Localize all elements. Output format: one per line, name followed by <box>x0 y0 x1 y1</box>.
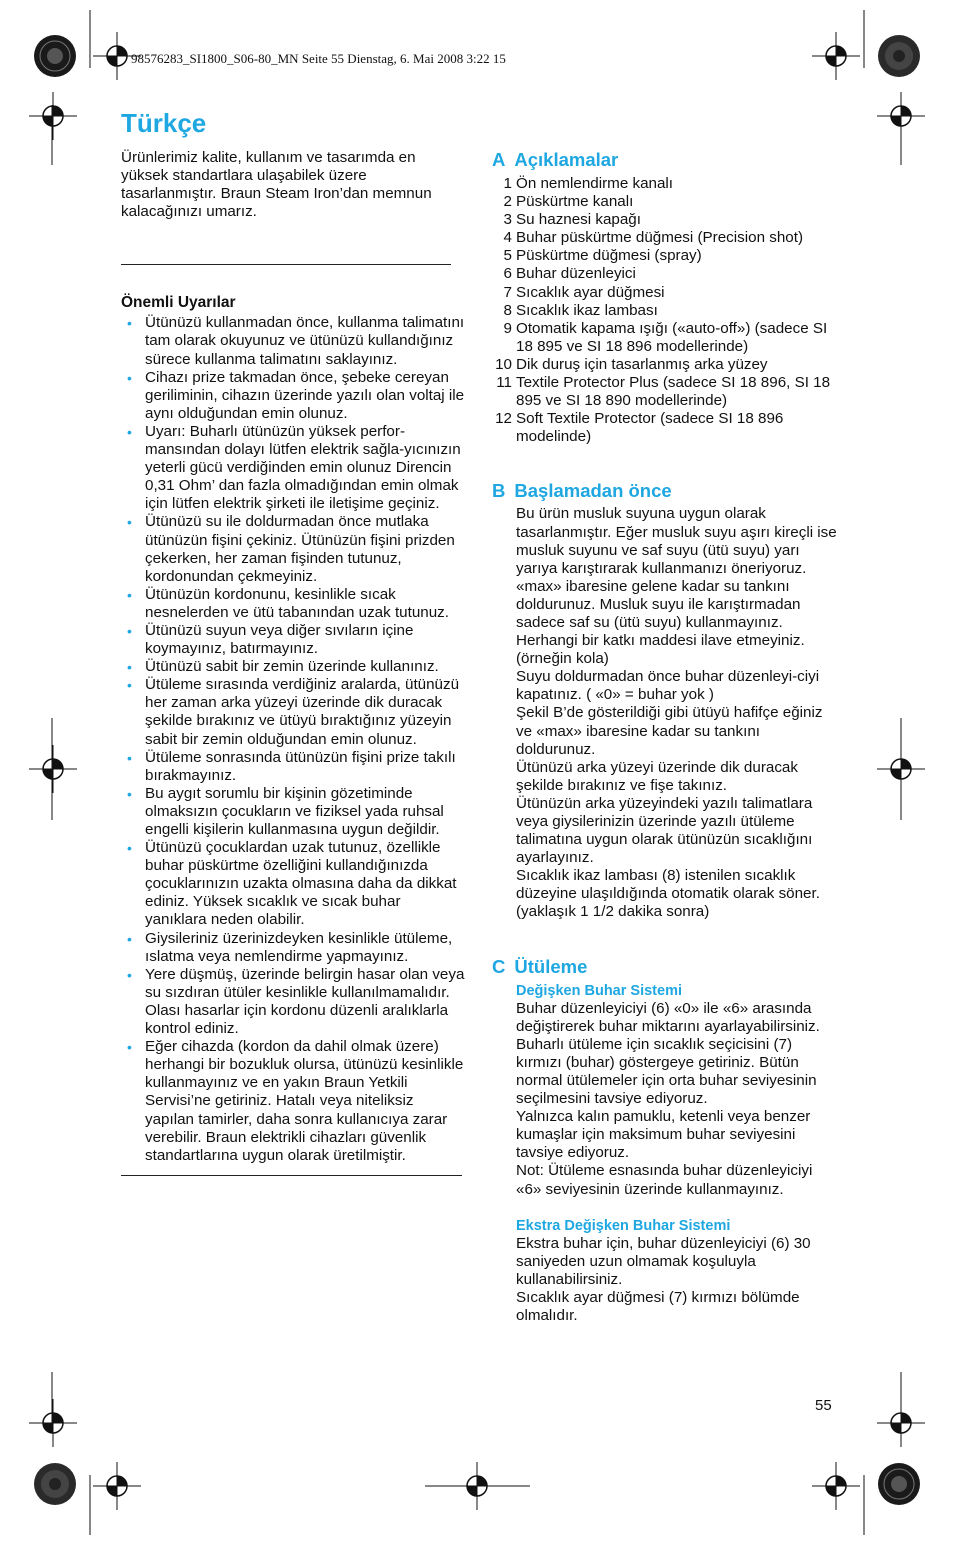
list-item: 7 Sıcaklık ayar düğmesi <box>503 283 665 301</box>
subsection-title: Ekstra Değişken Buhar Sistemi <box>516 1217 731 1234</box>
bullet-icon: • <box>127 315 132 332</box>
list-item: 5 Püskürtme düğmesi (spray) <box>503 247 702 265</box>
list-item: 6 Buhar düzenleyici <box>503 265 636 283</box>
bullet-icon: • <box>127 749 132 766</box>
section-title: Açıklamalar <box>514 149 619 170</box>
color-rosette-icon <box>33 34 77 78</box>
paragraph: Suyu doldurmadan önce buhar düzenleyi-ciyi kapatınız. ( «0» = buhar yok ) <box>516 668 820 704</box>
list-item: 11 Textile Protector Plus (sadece SI 18 896, SI 18 895 ve SI 18 890 modellerinde) <box>496 374 831 410</box>
section-b-body <box>492 505 837 921</box>
divider <box>121 1175 462 1176</box>
list-item: • Ütünüzü çocuklardan uzak tutunuz, özellikle buhar püskürtme özelliğini kullandığınızda çocuklarınızın uzakta olmasına daha da dikkat ediniz. Yüksek sıcaklık ve sıcak buhar yanıklara neden olabilir. <box>127 839 457 929</box>
bullet-icon: • <box>127 514 132 531</box>
section-c-body <box>492 982 837 1326</box>
subsection-title: Değişken Buhar Sistemi <box>516 982 682 999</box>
section-letter: A <box>492 149 506 170</box>
list-item: 4 Buhar püskürtme düğmesi (Precision shot) <box>503 229 803 247</box>
list-item: • Uyarı: Buharlı ütünüzün yüksek perfor-mansından dolayı lütfen elektrik sağla-yıcınızın yeterli gücü verdiğinden emin olunuz Direncin 0,31 Ohm’ dan fazla olmadığından emin olmak için lütfen elektrik şirketi ile iletişime geçiniz. <box>127 422 461 513</box>
divider <box>121 264 451 265</box>
parts-list <box>492 175 837 446</box>
bullet-icon: • <box>127 1039 132 1056</box>
intro-text: Ürünlerimiz kalite, kullanım ve tasarımda en yüksek standartlara ulaşabilek üzere tasarlanmıştır. Braun Steam Iron’dan memnun kalacağınızı umarız. <box>121 149 432 221</box>
list-item: • Eğer cihazda (kordon da dahil olmak üzere) herhangi bir bozukluk olursa, ütünüzü kesinlikle kullanmayınız ve en yakın Braun Yetkili Servisi’ne getiriniz. Hatalı veya niteliksiz yapılan tamirler, daha sonra kullanıcıya zarar verebilir. Braun elektrikli cihazları güvenlik standartlarına uygun olarak üretilmiştir. <box>127 1038 464 1164</box>
list-item: • Ütüleme sırasında verdiğiniz aralarda, ütünüzü her zaman arka yüzeyi üzerinde dik duracak şekilde bırakınız ve ütüyü bıraktığınız yüzeyin sabit bir zemin olduğundan emin olunuz. <box>127 676 460 748</box>
bullet-icon: • <box>127 423 132 440</box>
paragraph: Yalnızca kalın pamuklu, ketenli veya benzer kumaşlar için maksimum buhar seviyesini tavsiye ediyoruz. <box>516 1108 811 1162</box>
color-rosette-icon <box>877 1462 921 1506</box>
right-column <box>492 149 837 1325</box>
section-c-heading <box>492 956 837 978</box>
bullet-icon: • <box>127 785 132 802</box>
section-a-heading <box>492 149 837 171</box>
list-item: 1 Ön nemlendirme kanalı <box>503 175 674 192</box>
section-title: Başlamadan önce <box>514 480 672 502</box>
list-item: 2 Püskürtme kanalı <box>503 193 634 211</box>
paragraph: Ekstra buhar için, buhar düzenleyiciyi (6) 30 saniyeden uzun olmamak koşuluyla kullanabilirsiniz. <box>516 1234 811 1288</box>
bullet-icon: • <box>127 840 132 857</box>
list-item: 10 Dik duruş için tasarlanmış arka yüzey <box>495 355 768 373</box>
bullet-icon: • <box>127 622 132 639</box>
paragraph: Sıcaklık ayar düğmesi (7) kırmızı bölümde olmalıdır. <box>516 1288 800 1324</box>
color-rosette-icon <box>877 34 921 78</box>
list-item: 8 Sıcaklık ikaz lambası <box>503 301 658 319</box>
bullet-icon: • <box>127 677 132 694</box>
print-header: 98576283_SI1800_S06-80_MN Seite 55 Dienstag, 6. Mai 2008 3:22 15 <box>131 51 506 66</box>
bullet-icon: • <box>127 659 132 676</box>
page-title: Türkçe <box>121 108 207 138</box>
paragraph: Şekil B’de gösterildiği gibi ütüyü hafifçe eğiniz ve «max» ibaresine kadar su tankını doldurunuz. <box>516 704 823 758</box>
paragraph: Ütünüzün arka yüzeyindeki yazılı talimatlara veya giysilerinizin üzerinde yazılı ütüleme talimatına uygun olarak ütünüzün sıcaklığını ayarlayınız. <box>516 794 813 867</box>
warnings-heading: Önemli Uyarılar <box>121 294 236 312</box>
list-item: 9 Otomatik kapama ışığı («auto-off») (sadece SI 18 895 ve SI 18 896 modellerinde) <box>503 319 828 355</box>
list-item: • Ütünüzü sabit bir zemin üzerinde kullanınız. <box>127 658 439 676</box>
section-b-heading <box>492 480 837 502</box>
left-column <box>121 149 466 1176</box>
color-rosette-icon <box>33 1462 77 1506</box>
list-item: • Ütünüzü kullanmadan önce, kullanma talimatını tam olarak okuyunuz ve ütünüzü kullandığınız sürece kullanma talimatını saklayınız. <box>127 314 465 368</box>
list-item: • Yere düşmüş, üzerinde belirgin hasar olan veya su sızdıran ütüler kesinlikle kullanılmamalıdır. Olası hasarlar için kordonu düzenli aralıklarla kontrol ediniz. <box>127 965 465 1038</box>
list-item: • Bu aygıt sorumlu bir kişinin gözetiminde olmaksızın çocukların ve fiziksel yada ruhsal engelli kişilerin kullanmasına uygun değildir. <box>127 784 444 838</box>
list-item: • Giysileriniz üzerinizdeyken kesinlikle ütüleme, ıslatma veya nemlendirme yapmayınız. <box>127 929 453 965</box>
paragraph: Ütünüzü arka yüzeyi üzerinde dik duracak şekilde bırakınız ve fişe takınız. <box>516 758 798 794</box>
section-letter: C <box>492 955 506 977</box>
page-number: 55 <box>815 1397 832 1414</box>
paragraph: Sıcaklık ikaz lambası (8) istenilen sıcaklık düzeyine ulaşıldığında otomatik olarak söner. (yaklaşık 1 1/2 dakika sonra) <box>516 867 820 921</box>
list-item: • Ütünüzü su ile doldurmadan önce mutlaka ütünüzün fişini çekiniz. Ütünüzün fişini prizden çekerken, her zaman fişinden tutunuz, kordonundan çekmeyiniz. <box>127 513 455 585</box>
paragraph: Bu ürün musluk suyuna uygun olarak tasarlanmıştır. Eğer musluk suyu aşırı kireçli ise musluk suyunu ve saf suyu (ütü suyu) yarı yarıya karıştırarak kullanmanızı öneriyoruz. «max» ibaresine gelene kadar su tankını doldurunuz. Musluk suyu ile karıştırmadan sadece saf su (ütü suyu) kullanmayınız. Herhangi bir katkı maddesi ilave etmeyiniz. (örneğin kola) <box>516 505 837 668</box>
list-item: • Ütünüzün kordonunu, kesinlikle sıcak nesnelerden ve ütü tabanından uzak tutunuz. <box>127 585 449 621</box>
warnings-list <box>121 314 466 1164</box>
bullet-icon: • <box>127 586 132 603</box>
paragraph: Buhar düzenleyiciyi (6) «0» ile «6» arasında değiştirerek buhar miktarını ayarlayabilirsiniz. Buharlı ütüleme için sıcaklık seçicisini (7) kırmızı (buhar) göstergeye getiriniz. Bütün normal ütülemeler için orta buhar seviyesinin seçilmesini tavsiye ediyoruz. <box>516 999 820 1108</box>
section-title: Ütüleme <box>514 955 588 977</box>
list-item: • Ütünüzü suyun veya diğer sıvıların içine koymayınız, batırmayınız. <box>127 621 414 658</box>
section-letter: B <box>492 480 506 502</box>
list-item: 3 Su haznesi kapağı <box>503 211 641 229</box>
list-item: 12 Soft Textile Protector (sadece SI 18 896 modelinde) <box>495 410 784 446</box>
list-item: • Cihazı prize takmadan önce, şebeke cereyan geriliminin, cihazın üzerinde yazılı olan voltaj ile aynı olduğundan emin olunuz. <box>127 368 465 422</box>
bullet-icon: • <box>127 966 132 983</box>
bullet-icon: • <box>127 369 132 386</box>
bullet-icon: • <box>127 930 132 947</box>
paragraph: Not: Ütüleme esnasında buhar düzenleyiciyi «6» seviyesinin üzerinde kullanmayınız. <box>516 1162 813 1198</box>
list-item: • Ütüleme sonrasında ütünüzün fişini prize takılı bırakmayınız. <box>127 748 456 784</box>
